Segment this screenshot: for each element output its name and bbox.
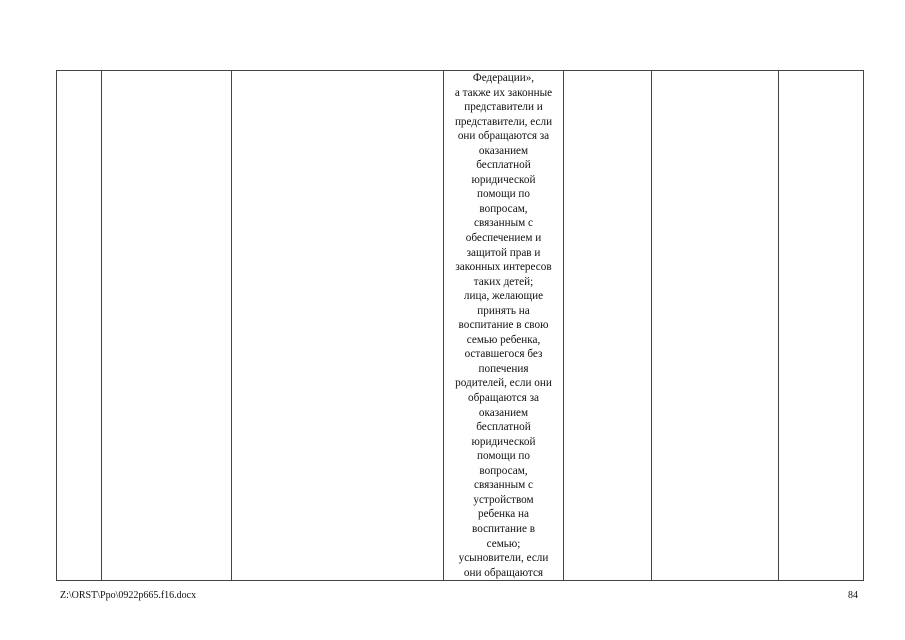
cell-text-line: бесплатной: [476, 421, 531, 434]
cell-text-line: воспитание в свою: [458, 319, 549, 332]
table-cell-3: [232, 71, 444, 581]
cell-text-line: представители, если: [454, 115, 553, 128]
cell-text-line: законных интересов: [455, 261, 552, 274]
cell-text-line: а также их законные: [454, 86, 553, 99]
cell-text-line: семью ребенка,: [466, 333, 541, 346]
cell-text-line: принять на: [477, 304, 530, 317]
table-cell-5: [564, 71, 652, 581]
document-table: [56, 70, 864, 581]
table-row: [57, 71, 864, 581]
cell-text-line: обеспечением и: [465, 232, 542, 245]
cell-text-line: помощи по: [476, 188, 531, 201]
cell-text-line: представители и: [464, 101, 543, 114]
cell-text-line: таких детей;: [473, 275, 534, 288]
cell-text-line: они обращаются: [463, 566, 544, 579]
cell-text-line: обращаются за: [468, 392, 539, 405]
cell-text-line: ребенка на: [477, 508, 530, 521]
footer-file-path: Z:\ORST\Ppo\0922p665.f16.docx: [60, 590, 197, 601]
table-cell-1: [57, 71, 102, 581]
cell-text-line: попечения: [478, 362, 529, 375]
cell-text-line: юридической: [471, 435, 536, 448]
table-cell-7: [779, 71, 864, 581]
cell-text-line: защитой прав и: [466, 246, 541, 259]
cell-text-line: семью;: [486, 537, 521, 550]
cell-text-line: связанным с: [474, 479, 533, 492]
cell-text-line: они обращаются за: [457, 130, 550, 143]
cell-text-line: оказанием: [478, 406, 529, 419]
cell-text-line: оказанием: [478, 144, 529, 157]
cell-text-line: воспитание в: [471, 522, 536, 535]
cell-text-line: бесплатной: [476, 159, 531, 172]
cell-text-line: усыновители, если: [458, 552, 549, 565]
cell-text-line: устройством: [473, 493, 534, 506]
table-cell-4: [444, 71, 564, 581]
cell-text-line: лица, желающие: [463, 290, 544, 303]
cell-text-line: связанным с: [474, 217, 533, 230]
table-cell-2: [102, 71, 232, 581]
table-cell-6: [652, 71, 779, 581]
cell-text-line: Федерации»,: [472, 72, 535, 84]
footer-page-number: 84: [848, 590, 858, 601]
cell-text-line: оставшегося без: [464, 348, 543, 361]
cell-text-line: вопросам,: [479, 202, 528, 215]
cell-text-line: вопросам,: [479, 464, 528, 477]
cell-text-line: юридической: [471, 173, 536, 186]
cell-text-line: родителей, если они: [455, 377, 552, 390]
cell-text-line: помощи по: [476, 450, 531, 463]
